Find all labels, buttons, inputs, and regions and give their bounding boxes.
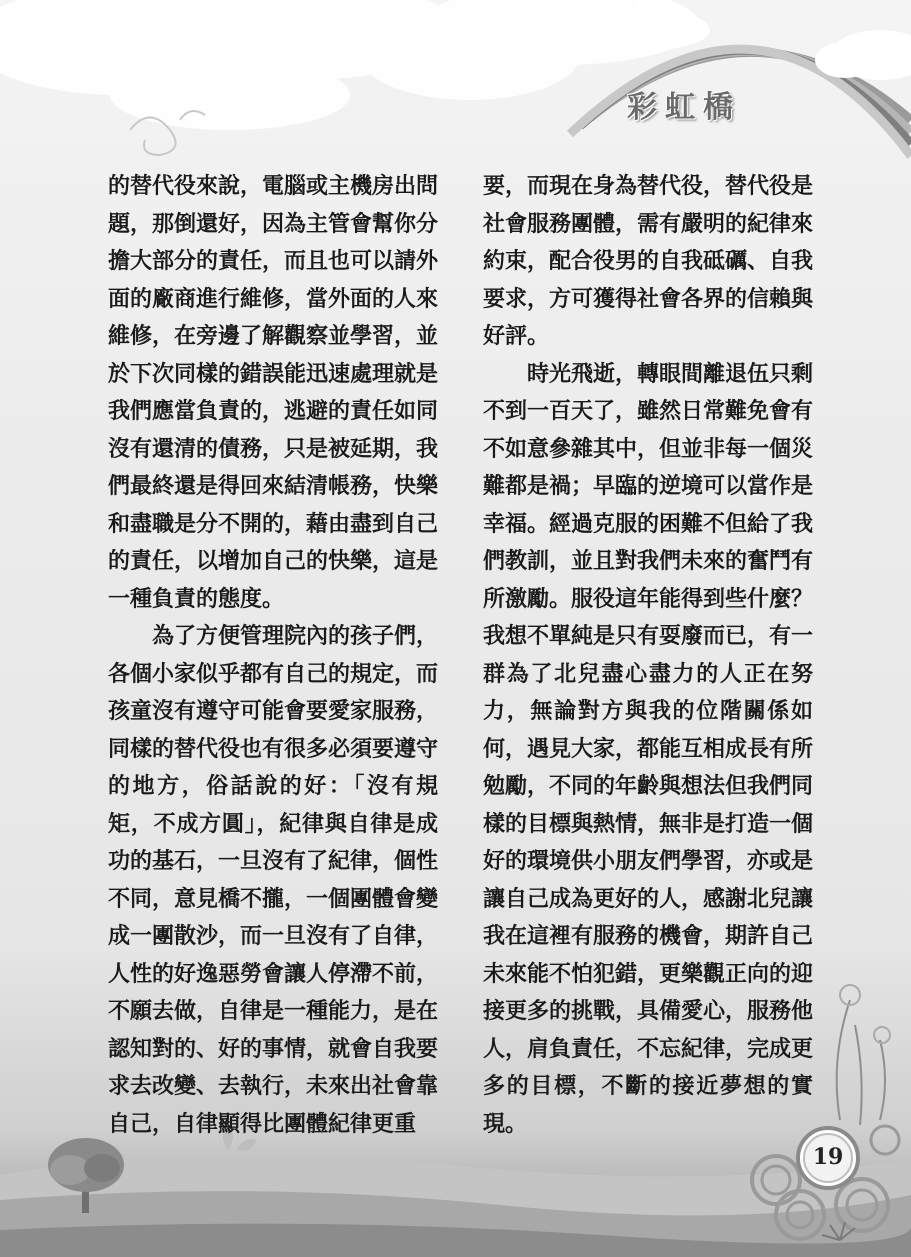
article-column-left [108, 168, 438, 1143]
page-number: 19 [812, 1144, 844, 1170]
article-column-right [483, 168, 813, 1143]
paragraph: 的替代役來說，電腦或主機房出問題，那倒還好，因為主管會幫你分擔大部分的責任，而且也可以請外面的廠商進行維修，當外面的人來維修，在旁邊了解觀察並學習，並於下次同樣的錯誤能迅速處理就是我們應當負責的，逃避的責任如同沒有還清的債務，只是被延期，我們最終還是得回來結清帳務，快樂和盡職是分不開的，藉由盡到自己的責任，以增加自己的快樂，這是一種負責的態度。 [108, 173, 439, 612]
paragraph: 時光飛逝，轉眼間離退伍只剩不到一百天了，雖然日常難免會有不如意參雜其中，但並非每一個災難都是禍；早臨的逆境可以當作是幸福。經過克服的困難不但給了我們教訓，並且對我們未來的奮鬥有所激勵。服役這年能得到些什麼？我想不單純是只有耍廢而已，有一群為了北兒盡心盡力的人正在努力，無論對方與我的位階關係如何，遇見大家，都能互相成長有所勉勵，不同的年齡與想法但我們同樣的目標與熱情，無非是打造一個好的環境供小朋友們學習，亦或是讓自己成為更好的人，感謝北兒讓我在這裡有服務的機會，期許自己未來能不怕犯錯，更樂觀正向的迎接更多的挑戰，具備愛心，服務他人，肩負責任，不忘紀律，完成更多的目標，不斷的接近夢想的實現。 [483, 360, 814, 1137]
cloud-decoration-right [590, 10, 911, 80]
paragraph: 要，而現在身為替代役，替代役是社會服務團體，需有嚴明的紀律來約束，配合役男的自我砥礪、自我要求，方可獲得社會各界的信賴與好評。 [483, 173, 814, 349]
paragraph: 為了方便管理院內的孩子們，各個小家似乎都有自己的規定，而孩童沒有遵守可能會要愛家服務，同樣的替代役也有很多必須要遵守的地方，俗話說的好：「沒有規矩，不成方圓」，紀律與自律是成功的基石，一旦沒有了紀律，個性不同，意見橋不攏，一個團體會變成一團散沙，而一旦沒有了自律，人性的好逸惡勞會讓人停滯不前，不願去做，自律是一種能力，是在認知對的、好的事情，就會自我要求去改變、去執行，未來出社會靠自己，自律顯得比團體紀律更重 [108, 623, 439, 1137]
section-title: 彩虹橋 [627, 90, 741, 125]
plant-decoration [837, 985, 890, 1125]
